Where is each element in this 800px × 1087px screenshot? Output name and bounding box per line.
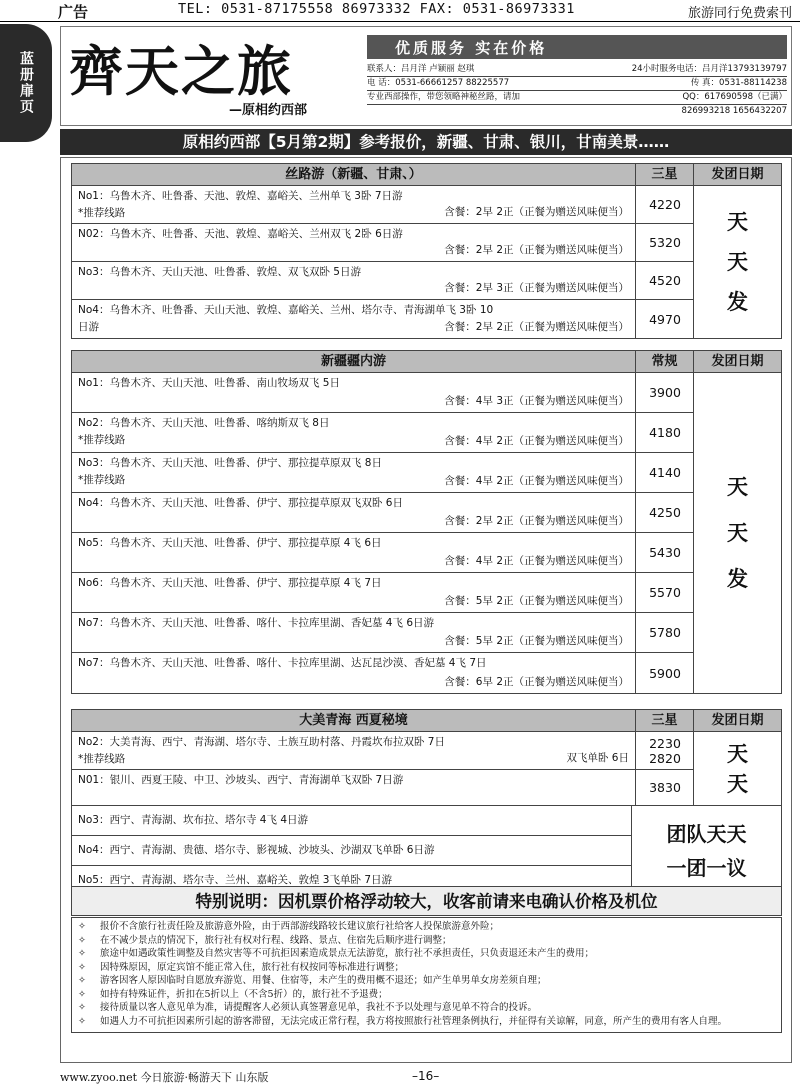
contact-fax: 传 真：0531-88114238 — [690, 78, 787, 88]
side-tab — [0, 24, 52, 142]
price-cell — [636, 613, 694, 652]
term-item — [78, 1015, 773, 1029]
meal-info: 含餐：4早 3正（正餐为赠送风味便当） — [444, 395, 629, 407]
price-cell — [636, 186, 694, 223]
price-value-alt: 2820 — [649, 750, 681, 766]
route-name: No5：乌鲁木齐、天山天池、吐鲁番、伊宁、那拉提草原 4飞 6日 — [78, 537, 382, 549]
route-name: No1：乌鲁木齐、吐鲁番、天池、敦煌、嘉峪关、兰州单飞 3卧 7日游 — [78, 190, 403, 202]
term-text: 如持有特殊证件，折扣在5折以上（不含5折）的，旅行社不予退费； — [100, 988, 388, 1000]
price-value: 4970 — [649, 311, 681, 327]
price-value: 2230 — [649, 735, 681, 751]
table-title: 大美青海 西夏秘境 — [72, 710, 636, 731]
route-cell — [72, 186, 636, 223]
route-name: No3：乌鲁木齐、天山天池、吐鲁番、伊宁、那拉提草原双飞 8日 — [78, 457, 382, 469]
bullet-icon: ✧ — [78, 948, 86, 959]
route-name: No3：西宁、青海湖、坎布拉、塔尔寺 4飞 4日游 — [78, 814, 308, 826]
table-row — [72, 732, 694, 770]
term-text: 游客因客人原因临时自愿放弃游览、用餐、住宿等，未产生的费用概不退还；如产生单男单女房差须自理； — [100, 975, 547, 986]
bullet-icon: ✧ — [78, 934, 86, 946]
logo-subtitle: —原相约西部 — [229, 103, 308, 118]
logo: 齊天之旅 — [69, 39, 293, 103]
term-item — [78, 988, 773, 1002]
route-name: No5：西宁、青海湖、塔尔寺、兰州、嘉峪关、敦煌 3飞单卧 7日游 — [78, 874, 392, 886]
departure-cell-top: 天 天 — [693, 732, 781, 806]
footer — [60, 1069, 792, 1087]
route-cell — [72, 262, 636, 299]
route-cell — [72, 533, 636, 572]
route-cell — [72, 453, 636, 492]
meal-info: 含餐：5早 2正（正餐为赠送风味便当） — [444, 595, 629, 607]
route-note: *推荐线路 — [78, 474, 126, 486]
price-value: 5570 — [649, 585, 681, 600]
bullet-icon: ✧ — [78, 988, 86, 1000]
meal-info: 含餐：4早 2正（正餐为赠送风味便当） — [444, 475, 629, 487]
term-text: 如遇人力不可抗拒因素所引起的游客滞留，无法完成正常行程，我方将按照旅行社管理条例执行，并征得有关谅解，同意，所产生的费用有客人自理。 — [100, 1015, 728, 1027]
meal-info: 含餐：2早 2正（正餐为赠送风味便当） — [444, 515, 629, 527]
price-cell — [636, 262, 694, 299]
price-value: 4140 — [649, 465, 681, 480]
table-row — [72, 224, 694, 262]
route-name: No3：乌鲁木齐、天山天池、吐鲁番、敦煌、双飞双卧 5日游 — [78, 266, 361, 278]
bullet-icon: ✧ — [78, 975, 86, 986]
route-cell — [72, 413, 636, 452]
route-cell — [72, 653, 636, 693]
price-cell — [636, 493, 694, 532]
meal-info: 含餐：5早 2正（正餐为赠送风味便当） — [444, 635, 629, 647]
route-name: No6：乌鲁木齐、天山天池、吐鲁番、伊宁、那拉提草原 4飞 7日 — [78, 577, 382, 589]
departure-cell: 天 天 发 — [693, 373, 781, 693]
route-name: N02：乌鲁木齐、吐鲁番、天池、敦煌、嘉峪关、兰州双飞 2卧 6日游 — [78, 228, 403, 240]
header — [60, 26, 792, 126]
departure-cell-bottom: 团队天天 一团一议 — [631, 806, 781, 896]
contact-phone: 电 话：0531-66661257 88225577 — [367, 78, 510, 88]
table-row — [72, 186, 694, 224]
date-header: 发团日期 — [711, 354, 764, 369]
price-header: 三星 — [636, 164, 694, 185]
route-name: No1：乌鲁木齐、天山天池、吐鲁番、南山牧场双飞 5日 — [78, 377, 340, 389]
table-silk-road — [71, 163, 782, 339]
route-cell — [72, 770, 636, 805]
table-row — [72, 413, 694, 453]
price-cell — [636, 533, 694, 572]
price-value: 3900 — [649, 385, 681, 400]
meal-info: 含餐：2早 2正（正餐为赠送风味便当） — [444, 321, 629, 333]
term-text: 在不减少景点的情况下，旅行社有权对行程、线路、景点、住宿先后顺序进行调整； — [100, 934, 452, 946]
route-cell — [72, 493, 636, 532]
price-cell — [636, 770, 694, 805]
date-header: 发团日期 — [711, 713, 764, 728]
meal-info: 含餐：4早 2正（正餐为赠送风味便当） — [444, 435, 629, 447]
term-item — [78, 947, 773, 961]
route-name: No2：大美青海、西宁、青海湖、塔尔寺、土族互助村落、丹霞坎布拉双卧 7日 — [78, 736, 445, 748]
route-note: *推荐线路 — [78, 434, 126, 446]
price-header: 三星 — [636, 710, 694, 731]
route-name: No4：乌鲁木齐、天山天池、吐鲁番、伊宁、那拉提草原双飞双卧 6日 — [78, 497, 403, 509]
special-note: 特别说明：因机票价格浮动较大，收客前请来电确认价格及机位 — [71, 886, 782, 916]
price-value: 5430 — [649, 545, 681, 560]
contact-hotline: 24小时服务电话：吕月洋13793139797 — [631, 64, 787, 74]
meal-info: 含餐：4早 2正（正餐为赠送风味便当） — [444, 555, 629, 567]
table-row — [72, 770, 694, 806]
table-row — [72, 262, 694, 300]
table-title: 丝路游（新疆、甘肃、） — [72, 164, 636, 185]
price-cell — [636, 453, 694, 492]
table-title: 新疆疆内游 — [72, 351, 636, 372]
route-name: N01：银川、西夏王陵、中卫、沙坡头、西宁、青海湖单飞双卧 7日游 — [78, 774, 404, 786]
ad-tag: 广告 — [58, 3, 89, 21]
route-cell — [72, 613, 636, 652]
price-value: 4220 — [649, 197, 681, 212]
date-header: 发团日期 — [711, 167, 764, 182]
contact-qq-more: 826993218 1656432207 — [681, 106, 787, 116]
price-value: 3830 — [649, 780, 681, 795]
price-value: 5320 — [649, 235, 681, 250]
route-name: No7：乌鲁木齐、天山天池、吐鲁番、喀什、卡拉库里湖、香妃墓 4飞 6日游 — [78, 617, 434, 629]
route-note: *推荐线路 — [78, 753, 126, 765]
contact-people: 联系人：吕月洋 卢颖丽 赵琪 — [367, 64, 475, 74]
table-row — [72, 613, 694, 653]
price-cell — [636, 224, 694, 261]
table-row — [72, 653, 694, 693]
term-item — [78, 974, 773, 988]
contact-qq: QQ：617690598（已满） — [682, 92, 787, 102]
price-value: 4180 — [649, 425, 681, 440]
slogan: 优质服务 实在价格 — [367, 35, 787, 59]
price-value: 4250 — [649, 505, 681, 520]
table-row — [72, 453, 694, 493]
price-header: 常规 — [636, 351, 694, 372]
table-xinjiang — [71, 350, 782, 694]
term-item — [78, 934, 773, 948]
bullet-icon: ✧ — [78, 1002, 86, 1013]
top-strip — [0, 0, 800, 22]
issue-banner: 原相约西部【5月第2期】参考报价，新疆、甘肃、银川，甘南美景…… — [60, 129, 792, 155]
term-text: 接待质量以客人意见单为准，请提醒客人必须认真签署意见单，我社不予以处理与意见单不符合的投诉。 — [100, 1002, 538, 1013]
terms-list — [71, 917, 782, 1033]
table-row — [72, 836, 632, 866]
term-text: 报价不含旅行社责任险及旅游意外险，由于西部游线路较长建议旅行社给客人投保旅游意外险； — [100, 921, 500, 932]
route-cell — [72, 806, 632, 835]
route-name: No4：乌鲁木齐、吐鲁番、天山天池、敦煌、嘉峪关、兰州、塔尔寺、青海湖单飞 3卧 10 — [78, 304, 494, 316]
price-cell — [636, 653, 694, 693]
table-row — [72, 533, 694, 573]
term-item — [78, 961, 773, 975]
term-text: 旅途中如遇政策性调整及自然灾害等不可抗拒因素造成景点无法游览，旅行社不承担责任，只负责退还未产生的费用； — [100, 948, 595, 959]
footer-url: www.zyoo.net 今日旅游·畅游天下 山东版 — [60, 1071, 269, 1084]
index-title: 旅游同行免费索刊 — [687, 6, 792, 21]
contact-phones: TEL: 0531-87175558 86973332 FAX: 0531-86973331 — [178, 1, 575, 17]
route-name: No4：西宁、青海湖、贵德、塔尔寺、影视城、沙坡头、沙湖双飞单卧 6日游 — [78, 844, 435, 856]
table-row — [72, 373, 694, 413]
route-cell — [72, 224, 636, 261]
side-tab-label: 蓝册扉页 — [18, 51, 34, 115]
route-cell — [72, 300, 636, 338]
term-item — [78, 1001, 773, 1015]
meal-info: 含餐：2早 3正（正餐为赠送风味便当） — [444, 282, 629, 294]
price-cell — [636, 300, 694, 338]
price-cell — [636, 373, 694, 412]
price-cell — [636, 413, 694, 452]
meal-info: 含餐：2早 2正（正餐为赠送风味便当） — [444, 206, 629, 218]
route-cell — [72, 573, 636, 612]
page-number: –16– — [412, 1069, 440, 1083]
route-name: No2：乌鲁木齐、天山天池、吐鲁番、喀纳斯双飞 8日 — [78, 417, 330, 429]
route-name: No7：乌鲁木齐、天山天池、吐鲁番、喀什、卡拉库里湖、达瓦昆沙漠、香妃墓 4飞 7日 — [78, 657, 487, 669]
route-cell — [72, 732, 636, 769]
bullet-icon: ✧ — [78, 1015, 86, 1027]
route-cell — [72, 836, 632, 865]
table-row — [72, 493, 694, 533]
price-value: 4520 — [649, 273, 681, 288]
price-cell — [636, 732, 694, 769]
table-row — [72, 806, 632, 836]
table-row — [72, 573, 694, 613]
bullet-icon: ✧ — [78, 961, 86, 973]
term-text: 因特殊原因，原定宾馆不能正常入住，旅行社有权按同等标准进行调整； — [100, 961, 405, 973]
price-value: 5900 — [649, 665, 681, 681]
contact-note: 专业西部操作，带您领略神秘丝路，请加 — [367, 92, 521, 102]
bullet-icon: ✧ — [78, 921, 86, 932]
price-value: 5780 — [649, 625, 681, 640]
price-cell — [636, 573, 694, 612]
table-qinghai — [71, 709, 782, 897]
route-note: 日游 — [78, 321, 99, 333]
meal-info: 双飞单卧 6日 — [566, 752, 629, 764]
route-cell — [72, 373, 636, 412]
table-row — [72, 300, 694, 338]
departure-cell: 天 天 发 — [693, 186, 781, 338]
meal-info: 含餐：2早 2正（正餐为赠送风味便当） — [444, 244, 629, 256]
meal-info: 含餐：6早 2正（正餐为赠送风味便当） — [444, 676, 629, 688]
contact-block — [367, 63, 787, 118]
route-note: *推荐线路 — [78, 207, 126, 219]
term-item — [78, 920, 773, 934]
